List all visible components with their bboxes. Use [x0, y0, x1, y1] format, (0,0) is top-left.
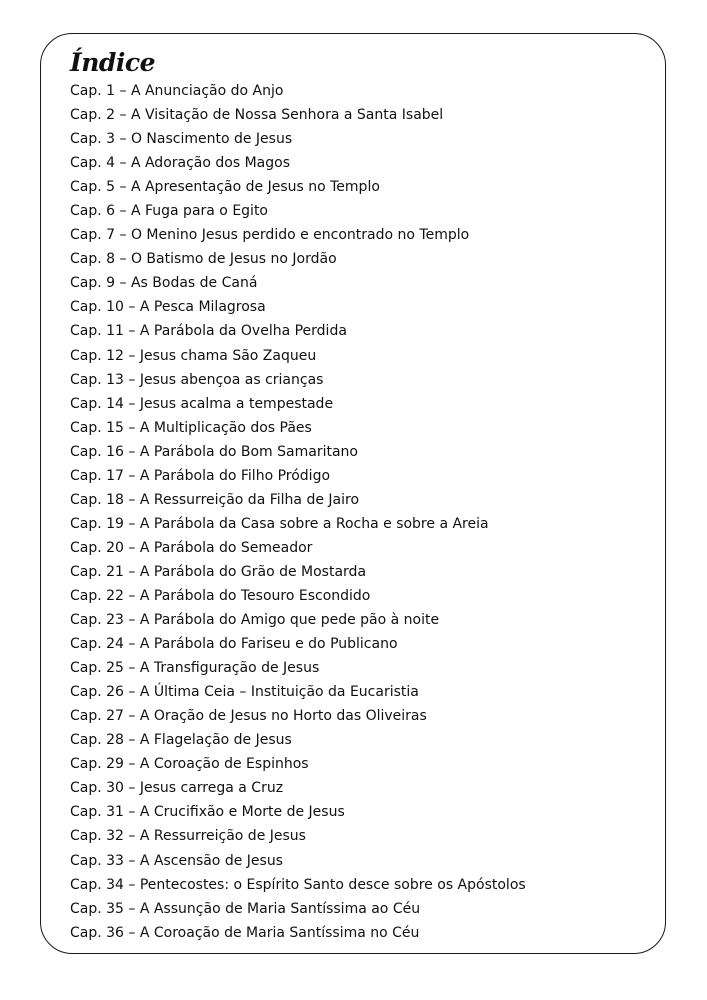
chapter-item-5: Cap. 5 – A Apresentação de Jesus no Templo	[70, 179, 380, 196]
chapter-item-18: Cap. 18 – A Ressurreição da Filha de Jairo	[70, 491, 360, 508]
chapter-item-30: Cap. 30 – Jesus carrega a Cruz	[70, 780, 284, 797]
chapter-item-21: Cap. 21 – A Parábola do Grão de Mostarda	[70, 563, 367, 580]
chapter-item-19: Cap. 19 – A Parábola da Casa sobre a Rocha e sobre a Areia	[70, 515, 489, 532]
chapter-item-1: Cap. 1 – A Anunciação do Anjo	[70, 83, 284, 99]
chapter-item-25: Cap. 25 – A Transfiguração de Jesus	[70, 660, 320, 677]
chapter-item-3: Cap. 3 – O Nascimento de Jesus	[70, 131, 293, 148]
chapter-item-4: Cap. 4 – A Adoração dos Magos	[70, 155, 290, 172]
chapter-item-26: Cap. 26 – A Última Ceia – Instituição da Eucaristia	[70, 684, 419, 701]
chapter-item-24: Cap. 24 – A Parábola do Fariseu e do Publicano	[70, 636, 398, 653]
chapter-item-11: Cap. 11 – A Parábola da Ovelha Perdida	[70, 323, 347, 340]
chapter-item-9: Cap. 9 – As Bodas de Caná	[70, 275, 258, 292]
chapter-item-15: Cap. 15 – A Multiplicação dos Pães	[70, 419, 312, 436]
chapter-item-35: Cap. 35 – A Assunção de Maria Santíssima ao Céu	[70, 900, 421, 917]
chapter-item-27: Cap. 27 – A Oração de Jesus no Horto das Oliveiras	[70, 708, 427, 725]
chapter-item-16: Cap. 16 – A Parábola do Bom Samaritano	[70, 443, 358, 460]
chapter-item-23: Cap. 23 – A Parábola do Amigo que pede pão à noite	[70, 612, 440, 629]
table-of-contents	[70, 79, 526, 945]
chapter-item-28: Cap. 28 – A Flagelação de Jesus	[70, 732, 292, 749]
chapter-item-20: Cap. 20 – A Parábola do Semeador	[70, 539, 313, 556]
chapter-item-10: Cap. 10 – A Pesca Milagrosa	[70, 299, 266, 316]
chapter-item-29: Cap. 29 – A Coroação de Espinhos	[70, 756, 309, 773]
chapter-item-34: Cap. 34 – Pentecostes: o Espírito Santo desce sobre os Apóstolos	[70, 876, 526, 893]
chapter-item-33: Cap. 33 – A Ascensão de Jesus	[70, 852, 283, 869]
chapter-item-14: Cap. 14 – Jesus acalma a tempestade	[70, 395, 334, 412]
chapter-item-2: Cap. 2 – A Visitação de Nossa Senhora a Santa Isabel	[70, 107, 444, 124]
chapter-item-7: Cap. 7 – O Menino Jesus perdido e encontrado no Templo	[70, 227, 470, 244]
chapter-item-8: Cap. 8 – O Batismo de Jesus no Jordão	[70, 251, 337, 268]
page-title: Índice	[70, 48, 155, 77]
chapter-item-22: Cap. 22 – A Parábola do Tesouro Escondido	[70, 587, 371, 604]
chapter-item-31: Cap. 31 – A Crucifixão e Morte de Jesus	[70, 804, 345, 821]
chapter-item-12: Cap. 12 – Jesus chama São Zaqueu	[70, 347, 317, 364]
chapter-item-36: Cap. 36 – A Coroação de Maria Santíssima no Céu	[70, 924, 420, 941]
chapter-item-32: Cap. 32 – A Ressurreição de Jesus	[70, 828, 306, 845]
chapter-item-13: Cap. 13 – Jesus abençoa as crianças	[70, 371, 324, 388]
chapter-item-17: Cap. 17 – A Parábola do Filho Pródigo	[70, 467, 331, 484]
chapter-item-6: Cap. 6 – A Fuga para o Egito	[70, 203, 268, 220]
